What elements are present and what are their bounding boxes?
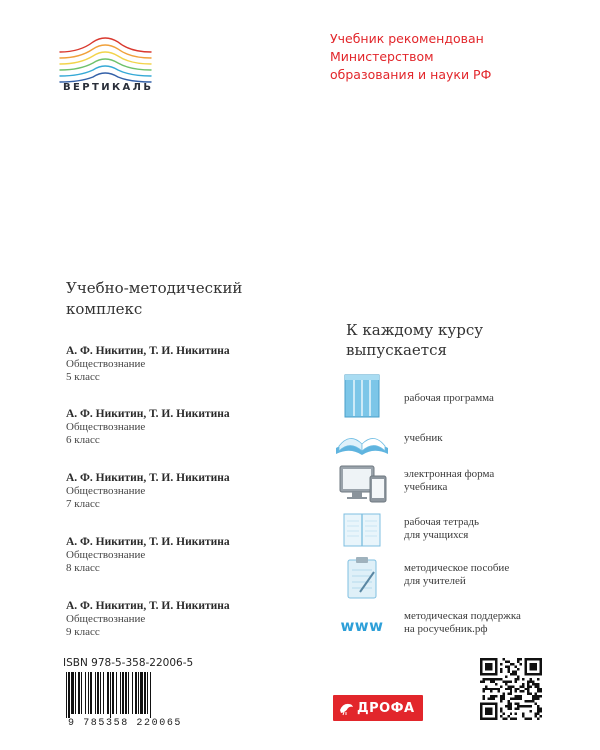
qr-module <box>532 695 534 697</box>
component-label-line: рабочая программа <box>404 392 494 404</box>
barcode-bar <box>103 672 104 714</box>
barcode-bar <box>140 672 143 714</box>
qr-module <box>527 693 529 695</box>
qr-module <box>540 715 542 717</box>
qr-module <box>530 693 532 695</box>
component-label-line: рабочая тетрадь <box>404 516 480 528</box>
barcode-bar <box>125 672 127 714</box>
qr-module <box>497 678 499 680</box>
qr-module <box>510 685 512 687</box>
qr-module <box>515 678 517 680</box>
component-label-line: для учителей <box>404 575 466 587</box>
qr-module <box>517 668 519 670</box>
course-heading-line: выпускается <box>346 341 447 359</box>
qr-module <box>527 700 529 702</box>
qr-module <box>482 678 484 680</box>
qr-module <box>535 685 537 687</box>
qr-module <box>517 708 519 710</box>
qr-module <box>492 688 494 690</box>
recommendation-line: Министерством <box>330 49 434 64</box>
qr-module <box>530 685 532 687</box>
qr-module <box>525 705 527 707</box>
book-subject: Обществознание <box>66 485 146 497</box>
vertikal-logo-icon <box>58 30 153 85</box>
qr-module <box>507 665 509 667</box>
component-label <box>404 516 479 542</box>
qr-module <box>520 685 522 687</box>
qr-module <box>535 715 537 717</box>
qr-module <box>527 680 529 682</box>
drofa-name: ДРОФА <box>357 700 415 716</box>
qr-module <box>532 683 534 685</box>
barcode-bar <box>122 672 124 714</box>
www-text: www <box>340 617 384 635</box>
qr-module <box>507 703 509 705</box>
qr-module <box>500 710 502 712</box>
qr-module <box>490 678 492 680</box>
isbn-label: ISBN 978-5-358-22006-5 <box>63 657 194 669</box>
qr-module <box>520 663 522 665</box>
qr-module <box>505 660 507 662</box>
barcode-digits: 9 785358 220065 <box>68 718 183 729</box>
qr-module <box>510 688 512 690</box>
qr-module <box>537 685 539 687</box>
qr-module <box>537 718 539 720</box>
qr-module <box>482 688 484 690</box>
qr-module <box>507 660 509 662</box>
component-label-line: методическое пособие <box>404 562 510 574</box>
qr-module <box>537 705 539 707</box>
barcode-bar <box>95 672 96 714</box>
qr-module <box>522 705 524 707</box>
qr-module <box>505 680 507 682</box>
electronic-form-icon <box>334 462 390 506</box>
barcode-bar <box>107 672 109 714</box>
qr-module <box>535 698 537 700</box>
qr-module <box>532 700 534 702</box>
qr-module <box>517 658 519 660</box>
qr-module <box>537 683 539 685</box>
qr-module <box>535 683 537 685</box>
teacher-guide-icon <box>334 556 390 600</box>
qr-module <box>515 698 517 700</box>
barcode-bar <box>66 672 67 718</box>
qr-module <box>507 670 509 672</box>
course-heading <box>346 320 483 360</box>
qr-module <box>527 685 529 687</box>
barcode-bar <box>68 672 70 718</box>
qr-module <box>500 685 502 687</box>
qr-module <box>502 695 504 697</box>
www-icon <box>334 604 390 648</box>
qr-module <box>512 685 514 687</box>
workbook-icon <box>334 508 390 552</box>
qr-module <box>512 673 514 675</box>
qr-module <box>527 718 529 720</box>
book-authors: А. Ф. Никитин, Т. И. Никитина <box>66 345 230 357</box>
qr-module <box>492 678 494 680</box>
component-label <box>404 392 494 405</box>
qr-module <box>537 695 539 697</box>
qr-module <box>522 683 524 685</box>
qr-module <box>517 678 519 680</box>
drofa-logo <box>333 695 423 721</box>
series-name: ВЕРТИКАЛЬ <box>63 82 154 93</box>
work-program-icon <box>334 374 390 418</box>
qr-module <box>487 688 489 690</box>
qr-module <box>540 710 542 712</box>
qr-module <box>507 705 509 707</box>
qr-module <box>525 688 527 690</box>
qr-module <box>527 705 529 707</box>
barcode-bar <box>110 672 111 718</box>
qr-module <box>537 713 539 715</box>
qr-module <box>490 695 492 697</box>
qr-module <box>532 698 534 700</box>
barcode-bar <box>135 672 137 714</box>
qr-module <box>535 695 537 697</box>
qr-module <box>510 703 512 705</box>
qr-module <box>500 668 502 670</box>
qr-module <box>540 690 542 692</box>
qr-code-icon <box>480 658 542 720</box>
book-grade: 6 класс <box>66 433 100 446</box>
qr-module <box>502 680 504 682</box>
component-label <box>404 610 521 636</box>
book-grade: 5 класс <box>66 370 100 383</box>
qr-module <box>490 680 492 682</box>
qr-module <box>515 670 517 672</box>
book-grade: 8 класс <box>66 561 100 574</box>
book-authors: А. Ф. Никитин, Т. И. Никитина <box>66 536 230 548</box>
course-heading-line: К каждому курсу <box>346 321 484 339</box>
qr-module <box>540 688 542 690</box>
book-grade: 9 класс <box>66 625 100 638</box>
component-label-line: учебника <box>404 481 448 493</box>
qr-module <box>515 665 517 667</box>
barcode-bar <box>78 672 80 714</box>
qr-module <box>495 688 497 690</box>
recommendation-line: Учебник рекомендован <box>330 31 484 46</box>
qr-module <box>502 693 504 695</box>
qr-module <box>522 685 524 687</box>
qr-module <box>515 703 517 705</box>
qr-module <box>517 660 519 662</box>
qr-module <box>512 698 514 700</box>
qr-module <box>530 678 532 680</box>
qr-module <box>485 685 487 687</box>
qr-module <box>507 688 509 690</box>
qr-module <box>517 675 519 677</box>
qr-module <box>520 705 522 707</box>
qr-module <box>510 713 512 715</box>
qr-module <box>517 698 519 700</box>
qr-module <box>515 688 517 690</box>
qr-module <box>507 685 509 687</box>
book-authors: А. Ф. Никитин, Т. И. Никитина <box>66 472 230 484</box>
book-subject: Обществознание <box>66 358 146 370</box>
qr-module <box>487 698 489 700</box>
qr-module <box>515 718 517 720</box>
qr-module <box>492 695 494 697</box>
component-label <box>404 562 509 588</box>
qr-module <box>485 688 487 690</box>
complex-title <box>66 278 242 320</box>
qr-module <box>517 703 519 705</box>
qr-module <box>500 678 502 680</box>
qr-module <box>482 690 484 692</box>
qr-module <box>515 708 517 710</box>
qr-module <box>532 680 534 682</box>
qr-module <box>507 693 509 695</box>
qr-module <box>507 668 509 670</box>
barcode-bar <box>144 672 146 714</box>
qr-module <box>502 698 504 700</box>
barcode-bar <box>128 672 129 714</box>
qr-module <box>522 715 524 717</box>
component-label-line: на росучебник.рф <box>404 623 488 635</box>
complex-title-line: Учебно-методический <box>66 279 243 297</box>
component-label <box>404 432 443 445</box>
book-subject: Обществознание <box>66 613 146 625</box>
barcode-bar <box>75 672 76 714</box>
qr-module <box>507 715 509 717</box>
barcode-bar <box>71 672 74 714</box>
book-subject: Обществознание <box>66 421 146 433</box>
qr-module <box>537 710 539 712</box>
qr-module <box>492 680 494 682</box>
barcode-bar <box>90 672 92 714</box>
qr-module <box>510 708 512 710</box>
qr-module <box>510 705 512 707</box>
qr-module <box>500 670 502 672</box>
book-entry <box>66 471 230 510</box>
qr-module <box>530 710 532 712</box>
qr-module <box>482 695 484 697</box>
book-authors: А. Ф. Никитин, Т. И. Никитина <box>66 600 230 612</box>
qr-module <box>537 708 539 710</box>
qr-module <box>527 688 529 690</box>
textbook-icon <box>334 418 390 462</box>
qr-module <box>510 690 512 692</box>
complex-title-line: комплекс <box>66 300 143 318</box>
qr-module <box>495 678 497 680</box>
barcode-bar <box>147 672 148 714</box>
qr-module <box>497 688 499 690</box>
qr-module <box>490 690 492 692</box>
qr-module <box>520 695 522 697</box>
qr-module <box>497 690 499 692</box>
qr-module <box>505 718 507 720</box>
qr-module <box>505 665 507 667</box>
qr-module <box>517 695 519 697</box>
qr-module <box>510 673 512 675</box>
qr-module <box>505 683 507 685</box>
book-grade: 7 класс <box>66 497 100 510</box>
qr-module <box>502 658 504 660</box>
book-entry <box>66 407 230 446</box>
qr-module <box>512 718 514 720</box>
barcode-bar <box>97 672 99 714</box>
qr-module <box>537 678 539 680</box>
barcode-bar <box>150 672 151 718</box>
qr-module <box>515 690 517 692</box>
qr-module <box>537 698 539 700</box>
barcode-icon <box>64 672 218 720</box>
qr-module <box>492 698 494 700</box>
qr-module <box>507 680 509 682</box>
component-label-line: электронная форма <box>404 468 495 480</box>
qr-module <box>505 705 507 707</box>
qr-module <box>490 688 492 690</box>
bird-icon <box>338 700 355 716</box>
qr-module <box>540 708 542 710</box>
qr-module <box>535 713 537 715</box>
qr-module <box>512 663 514 665</box>
qr-module <box>537 690 539 692</box>
barcode-bar <box>132 672 133 714</box>
qr-module <box>507 700 509 702</box>
qr-module <box>515 673 517 675</box>
qr-module <box>540 695 542 697</box>
qr-module <box>485 678 487 680</box>
component-label <box>404 468 494 494</box>
qr-module <box>510 698 512 700</box>
qr-module <box>530 663 537 670</box>
book-entry <box>66 535 230 574</box>
book-authors: А. Ф. Никитин, Т. И. Никитина <box>66 408 230 420</box>
qr-module <box>507 708 509 710</box>
qr-module <box>530 700 532 702</box>
qr-module <box>520 698 522 700</box>
component-label-line: для учащихся <box>404 529 469 541</box>
barcode-bar <box>85 672 86 714</box>
qr-module <box>520 658 522 660</box>
qr-module <box>495 695 497 697</box>
qr-module <box>527 690 529 692</box>
qr-module <box>502 713 504 715</box>
qr-module <box>502 718 504 720</box>
qr-module <box>510 693 512 695</box>
qr-module <box>527 683 529 685</box>
qr-module <box>510 663 512 665</box>
qr-module <box>522 713 524 715</box>
qr-module <box>482 680 484 682</box>
qr-module <box>500 708 502 710</box>
qr-module <box>535 693 537 695</box>
qr-module <box>512 670 514 672</box>
qr-module <box>517 705 519 707</box>
qr-module <box>515 713 517 715</box>
barcode-bar <box>138 672 139 714</box>
qr-module <box>510 718 512 720</box>
barcode-bar <box>81 672 82 714</box>
barcode-bar <box>100 672 101 714</box>
qr-module <box>490 698 492 700</box>
qr-module <box>537 688 539 690</box>
book-entry <box>66 599 230 638</box>
qr-module <box>485 663 492 670</box>
qr-module <box>505 675 507 677</box>
qr-module <box>522 678 524 680</box>
book-subject: Обществознание <box>66 549 146 561</box>
qr-module <box>482 698 484 700</box>
barcode-bar <box>116 672 117 714</box>
qr-module <box>505 688 507 690</box>
book-entry <box>66 344 230 383</box>
qr-module <box>525 700 527 702</box>
qr-module <box>495 683 497 685</box>
qr-module <box>520 690 522 692</box>
recommendation-text <box>330 30 570 84</box>
qr-module <box>515 695 517 697</box>
barcode-bar <box>120 672 121 714</box>
qr-module <box>515 680 517 682</box>
barcode-bar <box>112 672 114 714</box>
qr-module <box>500 715 502 717</box>
qr-module <box>485 708 492 715</box>
qr-module <box>535 703 537 705</box>
qr-module <box>522 690 524 692</box>
qr-module <box>487 678 489 680</box>
qr-module <box>530 705 532 707</box>
qr-module <box>530 718 532 720</box>
qr-module <box>500 695 502 697</box>
qr-module <box>480 680 482 682</box>
qr-module <box>530 680 532 682</box>
qr-module <box>510 680 512 682</box>
barcode-bar <box>88 672 89 714</box>
qr-module <box>517 688 519 690</box>
qr-module <box>525 718 527 720</box>
component-label-line: учебник <box>404 432 443 444</box>
qr-module <box>500 663 502 665</box>
recommendation-line: образования и науки РФ <box>330 67 492 82</box>
qr-module <box>500 698 502 700</box>
component-label-line: методическая поддержка <box>404 610 521 622</box>
qr-module <box>500 700 502 702</box>
